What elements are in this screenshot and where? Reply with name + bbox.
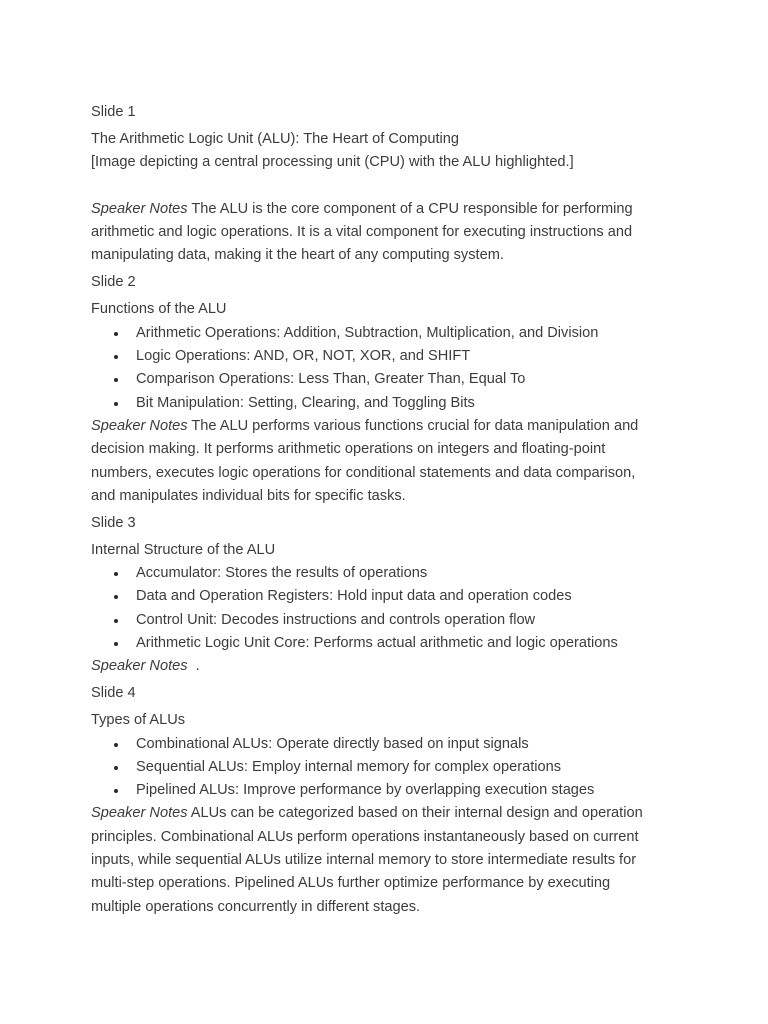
slide-2-title: Functions of the ALU — [91, 301, 227, 318]
slide-4-bullet-list — [91, 733, 691, 803]
bullet-icon — [114, 332, 118, 336]
notes-text: decision making. It performs arithmetic operations on integers and floating-point — [91, 441, 606, 458]
speaker-notes-label: Speaker Notes — [91, 805, 188, 822]
bullet-icon — [114, 595, 118, 599]
list-item-text: Bit Manipulation: Setting, Clearing, and Toggling Bits — [136, 394, 475, 411]
slide-3-label: Slide 3 — [91, 514, 136, 531]
bullet-icon — [114, 789, 118, 793]
bullet-icon — [114, 355, 118, 359]
list-item — [91, 756, 691, 779]
notes-text: . — [187, 658, 200, 675]
list-item-text: Combinational ALUs: Operate directly based on input signals — [136, 735, 529, 752]
notes-text: multiple operations concurrently in different stages. — [91, 898, 421, 915]
notes-text: The ALU performs various functions crucial for data manipulation and — [187, 417, 639, 434]
slide-2-bullet-list — [91, 322, 691, 415]
list-item — [91, 609, 691, 632]
slide-2-speaker-notes — [91, 415, 691, 508]
slide-1-title: The Arithmetic Logic Unit (ALU): The Heart of Computing — [91, 130, 459, 147]
list-item-text: Accumulator: Stores the results of operations — [136, 565, 428, 582]
notes-text: inputs, while sequential ALUs utilize internal memory to store intermediate results for — [91, 852, 637, 869]
slide-4-title: Types of ALUs — [91, 712, 186, 729]
list-item-text: Arithmetic Operations: Addition, Subtraction, Multiplication, and Division — [136, 324, 599, 341]
list-item — [91, 585, 691, 608]
list-item — [91, 368, 691, 391]
document-page — [91, 101, 691, 919]
slide-2-label: Slide 2 — [91, 274, 136, 291]
slide-1-speaker-notes — [91, 198, 691, 268]
notes-text: manipulating data, making it the heart of any computing system. — [91, 247, 504, 264]
speaker-notes-label: Speaker Notes — [91, 200, 188, 217]
list-item-text: Pipelined ALUs: Improve performance by overlapping execution stages — [136, 782, 595, 799]
list-item-text: Logic Operations: AND, OR, NOT, XOR, and SHIFT — [136, 348, 471, 365]
notes-text: The ALU is the core component of a CPU responsible for performing — [187, 200, 633, 217]
list-item — [91, 632, 691, 655]
slide-3-title: Internal Structure of the ALU — [91, 541, 276, 558]
bullet-icon — [114, 743, 118, 747]
bullet-icon — [114, 642, 118, 646]
bullet-icon — [114, 766, 118, 770]
list-item-text: Data and Operation Registers: Hold input data and operation codes — [136, 588, 572, 605]
bullet-icon — [114, 378, 118, 382]
slide-4-speaker-notes — [91, 802, 691, 918]
bullet-icon — [114, 402, 118, 406]
slide-1-label: Slide 1 — [91, 104, 136, 120]
list-item — [91, 345, 691, 368]
notes-text: principles. Combinational ALUs perform operations instantaneously based on current — [91, 828, 639, 845]
notes-text: multi-step operations. Pipelined ALUs further optimize performance by executing — [91, 875, 611, 892]
list-item — [91, 779, 691, 802]
slide-1-image-note: [Image depicting a central processing unit (CPU) with the ALU highlighted.] — [91, 154, 574, 171]
slide-4-label: Slide 4 — [91, 685, 136, 702]
slide-3-speaker-notes — [91, 655, 691, 678]
list-item — [91, 322, 691, 345]
notes-text: numbers, executes logic operations for conditional statements and data comparison, — [91, 464, 636, 481]
list-item-text: Arithmetic Logic Unit Core: Performs actual arithmetic and logic operations — [136, 634, 618, 651]
speaker-notes-label: Speaker Notes — [91, 417, 188, 434]
list-item-text: Comparison Operations: Less Than, Greater Than, Equal To — [136, 371, 526, 388]
list-item-text: Control Unit: Decodes instructions and controls operation flow — [136, 611, 536, 628]
notes-text: ALUs can be categorized based on their internal design and operation — [187, 805, 643, 822]
bullet-icon — [114, 619, 118, 623]
slide-3-bullet-list — [91, 562, 691, 655]
blank-line — [91, 175, 691, 198]
speaker-notes-label: Speaker Notes — [91, 658, 188, 675]
bullet-icon — [114, 572, 118, 576]
list-item — [91, 733, 691, 756]
notes-text: arithmetic and logic operations. It is a vital component for executing instructions and — [91, 224, 633, 241]
list-item-text: Sequential ALUs: Employ internal memory for complex operations — [136, 758, 562, 775]
notes-text: and manipulates individual bits for specific tasks. — [91, 487, 406, 504]
list-item — [91, 562, 691, 585]
list-item — [91, 392, 691, 415]
